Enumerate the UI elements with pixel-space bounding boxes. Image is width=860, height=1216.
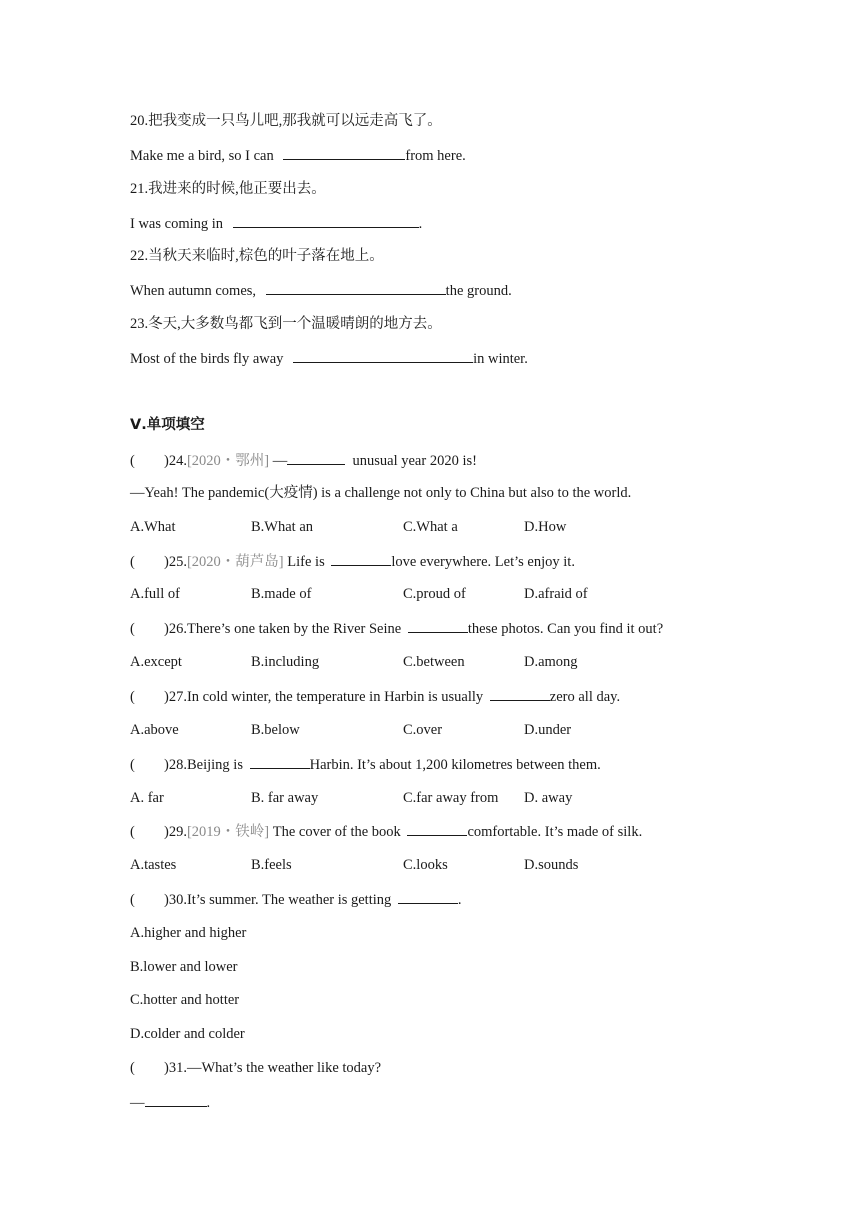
q20-text-after: from here. [405, 148, 466, 164]
q25-option-c[interactable]: C.proud of [403, 586, 466, 602]
q28-answer-blank[interactable] [250, 754, 310, 769]
q20-english [130, 145, 466, 166]
q30-number: )30. [164, 892, 187, 908]
q30-paren: ( [130, 892, 135, 908]
q22-english [130, 280, 512, 301]
q23-english [130, 348, 528, 369]
q31-answer-suffix: . [206, 1095, 211, 1111]
q31-answer-prefix: — [130, 1095, 145, 1111]
q29-text-after: comfortable. It’s made of silk. [467, 824, 643, 840]
q26-number: )26. [164, 621, 187, 637]
q30-option-b[interactable]: B.lower and lower [130, 959, 238, 975]
q28-option-c[interactable]: C.far away from [403, 790, 499, 806]
q24-option-a[interactable]: A.What [130, 519, 176, 535]
q27-paren: ( [130, 689, 135, 705]
q29-option-d[interactable]: D.sounds [524, 857, 579, 873]
q22-answer-blank[interactable] [266, 280, 446, 295]
q26-text-before: There’s one taken by the River Seine [186, 621, 402, 637]
q24-option-b[interactable]: B.What an [251, 519, 314, 535]
q27-text-before: In cold winter, the temperature in Harbin is usually [186, 689, 484, 705]
q27-option-d[interactable]: D.under [524, 722, 572, 738]
q29-option-a[interactable]: A.tastes [130, 857, 177, 873]
q30-option-c[interactable]: C.hotter and hotter [130, 992, 240, 1008]
q30-text-before: It’s summer. The weather is getting [186, 892, 392, 908]
q25-paren: ( [130, 554, 135, 570]
q29-answer-blank[interactable] [407, 821, 467, 836]
q25-stem [130, 551, 575, 572]
q28-option-b[interactable]: B. far away [251, 790, 319, 806]
q29-text-before: The cover of the book [272, 824, 401, 840]
q25-option-b[interactable]: B.made of [251, 586, 312, 602]
q24-paren: ( [130, 453, 135, 469]
q31-answer-blank[interactable] [145, 1092, 207, 1107]
q25-option-a[interactable]: A.full of [130, 586, 180, 602]
q30-option-a[interactable]: A.higher and higher [130, 925, 247, 941]
section-heading: Ⅴ.单项填空 [130, 417, 205, 433]
q21-answer-blank[interactable] [233, 213, 419, 228]
q22-text-after: the ground. [445, 283, 512, 299]
q24-line2: —Yeah! The pandemic(大疫情) is a challenge not only to China but also to the world. [130, 485, 632, 501]
q26-option-a[interactable]: A.except [130, 654, 182, 670]
q27-option-a[interactable]: A.above [130, 722, 179, 738]
q28-option-d[interactable]: D. away [524, 790, 573, 806]
q21-text-after: . [418, 216, 423, 232]
q25-number: )25. [164, 554, 187, 570]
q20-answer-blank[interactable] [283, 145, 405, 160]
q22-text-before: When autumn comes, [130, 283, 257, 299]
q23-text-before: Most of the birds fly away [130, 351, 284, 367]
q28-option-a[interactable]: A. far [130, 790, 164, 806]
q23-answer-blank[interactable] [293, 348, 473, 363]
q21-chinese: 21.我进来的时候,他正要出去。 [130, 181, 326, 197]
q24-source: [2020・鄂州] [186, 453, 270, 469]
q24-number: )24. [164, 453, 187, 469]
q29-option-c[interactable]: C.looks [403, 857, 448, 873]
q27-option-c[interactable]: C.over [403, 722, 443, 738]
q26-stem [130, 618, 663, 639]
q29-option-b[interactable]: B.feels [251, 857, 292, 873]
q30-answer-blank[interactable] [398, 889, 458, 904]
q27-option-b[interactable]: B.below [251, 722, 300, 738]
q27-stem [130, 686, 620, 707]
q28-text-after: Harbin. It’s about 1,200 kilometres between them. [309, 757, 601, 773]
q23-text-after: in winter. [473, 351, 528, 367]
q28-number: )28. [164, 757, 187, 773]
q28-stem [130, 754, 601, 775]
q31-answer-line [130, 1092, 210, 1113]
q24-text-before: — [272, 453, 288, 469]
q26-option-d[interactable]: D.among [524, 654, 578, 670]
q26-text-after: these photos. Can you find it out? [467, 621, 664, 637]
q25-text-before: Life is [287, 554, 325, 570]
q25-source: [2020・葫芦岛] [186, 554, 284, 570]
q21-english [130, 213, 422, 234]
q29-stem [130, 821, 642, 842]
q22-chinese: 22.当秋天来临时,棕色的叶子落在地上。 [130, 248, 384, 264]
q24-text-after: unusual year 2020 is! [352, 453, 477, 469]
q20-text-before: Make me a bird, so I can [130, 148, 274, 164]
q28-text-before: Beijing is [186, 757, 243, 773]
q30-text-after: . [457, 892, 462, 908]
q31-stem [130, 1058, 381, 1078]
q24-option-c[interactable]: C.What a [403, 519, 458, 535]
q21-text-before: I was coming in [130, 216, 224, 232]
q27-answer-blank[interactable] [490, 686, 550, 701]
q25-text-after: love everywhere. Let’s enjoy it. [391, 554, 575, 570]
q29-source: [2019・铁岭] [186, 824, 270, 840]
q24-option-d[interactable]: D.How [524, 519, 567, 535]
q26-option-c[interactable]: C.between [403, 654, 465, 670]
q30-option-d[interactable]: D.colder and colder [130, 1026, 245, 1042]
q25-answer-blank[interactable] [331, 551, 391, 566]
q31-paren: ( [130, 1060, 135, 1076]
q31-text: —What’s the weather like today? [186, 1060, 382, 1076]
q26-option-b[interactable]: B.including [251, 654, 320, 670]
q29-paren: ( [130, 824, 135, 840]
q24-answer-blank[interactable] [287, 450, 345, 465]
q20-chinese: 20.把我变成一只鸟儿吧,那我就可以远走高飞了。 [130, 113, 442, 129]
q31-number: )31. [164, 1060, 187, 1076]
q23-chinese: 23.冬天,大多数鸟都飞到一个温暖晴朗的地方去。 [130, 316, 442, 332]
q26-answer-blank[interactable] [408, 618, 468, 633]
q27-text-after: zero all day. [549, 689, 621, 705]
q25-option-d[interactable]: D.afraid of [524, 586, 588, 602]
q30-stem [130, 889, 462, 910]
q28-paren: ( [130, 757, 135, 773]
q29-number: )29. [164, 824, 187, 840]
q27-number: )27. [164, 689, 187, 705]
q24-stem [130, 450, 477, 471]
q26-paren: ( [130, 621, 135, 637]
